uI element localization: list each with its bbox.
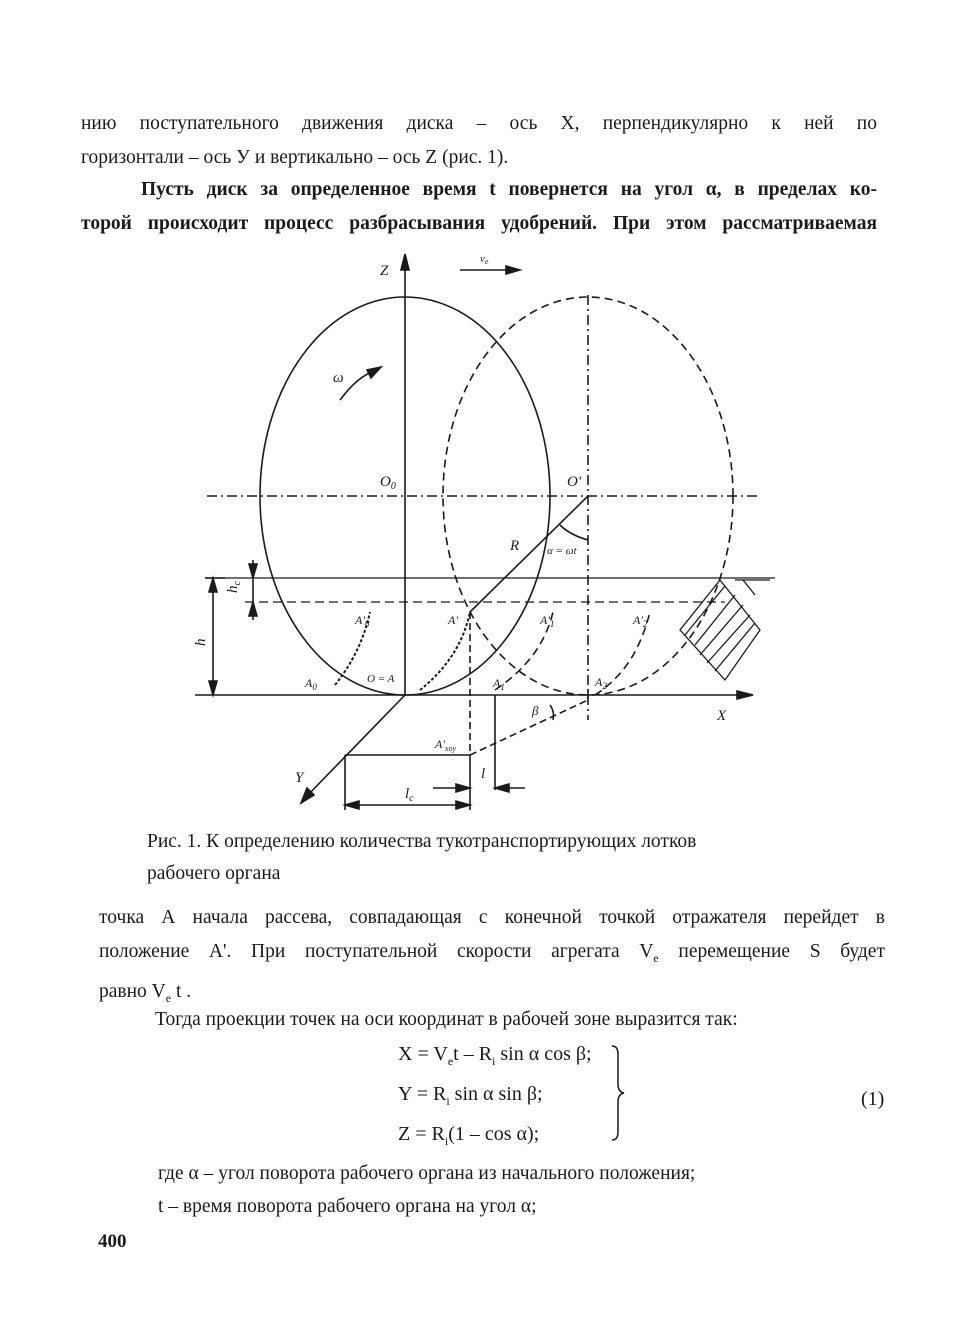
equation-number: (1) [861, 1088, 885, 1110]
paragraph-rotation-cont [81, 207, 877, 241]
label-omega: ω [333, 370, 344, 386]
paragraph-line: торой происходит процесс разбрасывания удобрений. При этом рассматриваемая [81, 213, 877, 234]
label-a2: $A_2$ [595, 675, 607, 691]
label-a1-prime: $A'_1$ [540, 613, 555, 629]
paragraph-line: положение А'. При поступательной скорости агрегата $V_e$ перемещение S будет [99, 941, 885, 965]
equation-y: $Y = R_i$ sin α sin β; [398, 1083, 543, 1108]
figure-caption [147, 826, 847, 890]
paragraph-line: горизонтали – ось У и вертикально – ось Z (рис. 1). [81, 147, 509, 168]
paragraph-projections [155, 1003, 875, 1037]
paragraph-line: точка А начала рассева, совпадающая с конечной точкой отражателя перейдет в [99, 907, 885, 928]
label-a0: $A_0$ [305, 676, 317, 692]
equation-x: $X = V_et - R_i$ sin α cos β; [398, 1043, 592, 1068]
caption-line: рабочего органа [147, 863, 281, 884]
paragraph-axes [81, 107, 877, 175]
label-velocity: ve [480, 253, 489, 266]
paragraph-point-a [99, 901, 885, 1015]
label-y-axis: Y [295, 770, 304, 786]
label-a0-prime: $A'_0$ [355, 613, 370, 629]
caption-line: Рис. 1. К определению количества тукотранспортирующих лотков [147, 831, 697, 852]
label-radius: R [510, 538, 520, 554]
y-axis-line [305, 695, 405, 798]
x-axis-arrow [737, 691, 753, 699]
label-a-prime: A' [448, 613, 458, 627]
paragraph-line: Пусть диск за определенное время t повернется на угол α, в пределах ко- [141, 179, 877, 200]
label-o0: $O_0$ [380, 474, 396, 492]
equation-system [398, 1038, 592, 1158]
paragraph-line: равно $V_e$ t . [99, 980, 192, 1005]
label-hc: $h_c$ [225, 581, 243, 593]
label-z-axis: Z [380, 263, 389, 279]
label-h: h [193, 638, 209, 646]
label-a-xoy: $A'_{xoy}$ [435, 737, 457, 753]
paragraph-alpha-def [158, 1157, 878, 1191]
paragraph-line: нию поступательного движения диска – ось X, перпендикулярно к ней по [81, 113, 877, 134]
label-o-eq-a: O = A [367, 673, 395, 685]
label-x-axis: X [717, 708, 727, 724]
label-alpha: α = ωt [547, 545, 577, 557]
equation-z: $Z = R_i(1 - \cos \alpha)$; [398, 1123, 540, 1148]
figure-disc-diagram [195, 250, 775, 820]
label-l: l [481, 766, 486, 782]
label-a1: $A_1$ [493, 676, 505, 692]
paragraph-line: Тогда проекции точек на оси координат в рабочей зоне выразится так: [155, 1009, 738, 1030]
label-lc: $l_c$ [405, 786, 414, 804]
paragraph-line: где α – угол поворота рабочего органа из начального положения; [158, 1163, 696, 1184]
paragraph-rotation [81, 173, 877, 207]
right-brace [608, 1044, 628, 1142]
reflector-hatch [680, 580, 770, 680]
label-beta: β [532, 703, 539, 718]
label-a2-prime: $A'_2$ [633, 613, 648, 629]
paragraph-line: t – время поворота рабочего органа на угол α; [158, 1196, 537, 1217]
label-o-prime: O' [567, 474, 582, 490]
z-axis-arrow [401, 254, 409, 270]
page-number: 400 [98, 1231, 127, 1252]
alpha-angle-arc [560, 525, 588, 540]
paragraph-t-def [158, 1190, 878, 1224]
